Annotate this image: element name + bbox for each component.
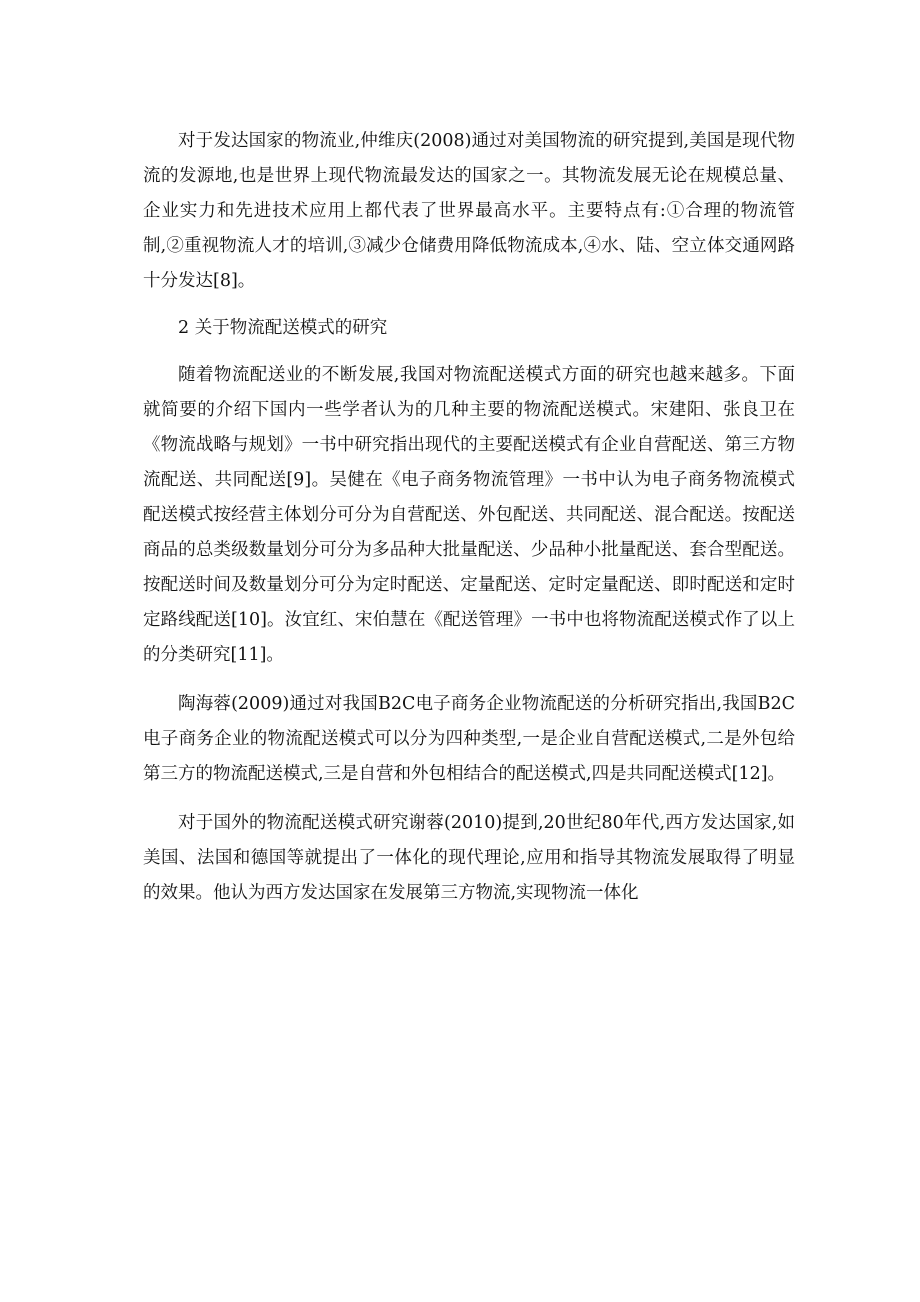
section-heading: 2 关于物流配送模式的研究: [178, 318, 388, 338]
paragraph-foreign-research: 对于国外的物流配送模式研究谢蓉(2010)提到,20世纪80年代,西方发达国家,如美国、法国和德国等就提出了一体化的现代理论,应用和指导其物流发展取得了明显的效果。他认为西方发达国家在发展第三方物流,实现物流一体化: [143, 813, 795, 903]
paragraph-b2c-research: 陶海蓉(2009)通过对我国B2C电子商务企业物流配送的分析研究指出,我国B2C电子商务企业的物流配送模式可以分为四种类型,一是企业自营配送模式,二是外包给第三方的物流配送模式,三是自营和外包相结合的配送模式,四是共同配送模式[12]。: [143, 694, 795, 784]
paragraph-us-logistics: 对于发达国家的物流业,仲维庆(2008)通过对美国物流的研究提到,美国是现代物流的发源地,也是世界上现代物流最发达的国家之一。其物流发展无论在规模总量、企业实力和先进技术应用上都代表了世界最高水平。主要特点有:①合理的物流管制,②重视物流人才的培训,③减少仓储费用降低物流成本,④水、陆、空立体交通网路十分发达[8]。: [143, 131, 795, 291]
document-body: [143, 124, 795, 911]
paragraph-domestic-research: 随着物流配送业的不断发展,我国对物流配送模式方面的研究也越来越多。下面就简要的介绍下国内一些学者认为的几种主要的物流配送模式。宋建阳、张良卫在《物流战略与规划》一书中研究指出现代的主要配送模式有企业自营配送、第三方物流配送、共同配送[9]。吴健在《电子商务物流管理》一书中认为电子商务物流模式配送模式按经营主体划分可分为自营配送、外包配送、共同配送、混合配送。按配送商品的总类级数量划分可分为多品种大批量配送、少品种小批量配送、套合型配送。按配送时间及数量划分可分为定时配送、定量配送、定时定量配送、即时配送和定时定路线配送[10]。汝宜红、宋伯慧在《配送管理》一书中也将物流配送模式作了以上的分类研究[11]。: [143, 365, 795, 665]
